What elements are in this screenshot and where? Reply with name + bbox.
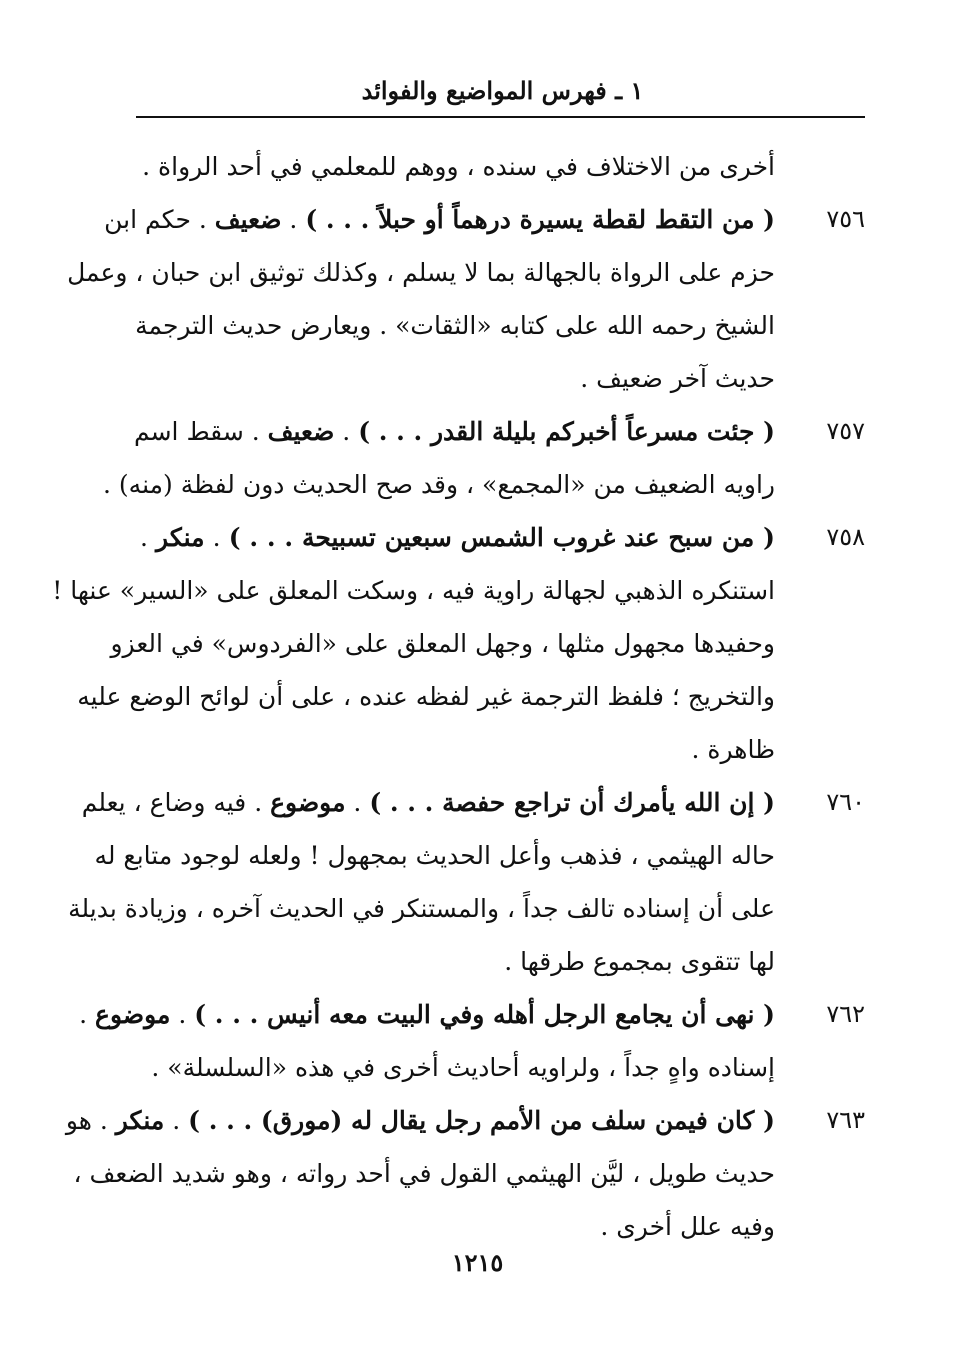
text-segment: . حكم ابن <box>104 205 215 234</box>
header-rule <box>136 116 865 118</box>
entry-line <box>133 405 865 458</box>
index-entries <box>52 140 865 1253</box>
entry-text <box>94 829 775 882</box>
text-segment: إسناده واهٍ جداً ، ولراويه أحاديث أخرى في هذه «السلسلة» . <box>151 1053 775 1082</box>
hadith-title-segment: ( من سبح عند غروب الشمس سبعين تسبيحة . . . ) <box>228 523 775 552</box>
text-segment: ظاهرة . <box>691 735 775 764</box>
text-segment: . <box>170 1000 195 1029</box>
text-segment: والتخريج ؛ فلفظ الترجمة غير لفظه عنده ، على أن لوائح الوضع عليه <box>77 682 775 711</box>
entry-line <box>140 140 865 193</box>
entry-text <box>79 988 775 1041</box>
entry-number: ٧٥٧ <box>826 417 865 445</box>
hadith-title-segment: منكر <box>156 523 205 552</box>
hadith-title-segment: ( من التقط لقطة يسيرة درهماً أو حبلاً . . . ) <box>305 205 775 234</box>
text-segment: . سقط اسم <box>133 417 268 446</box>
entry-line <box>140 1041 865 1094</box>
entry-text <box>73 1147 775 1200</box>
text-segment: حزم على الرواة بالجهالة بما لا يسلم ، وكذلك توثيق ابن حبان ، وعمل <box>67 258 775 287</box>
entry-line <box>140 723 865 776</box>
hadith-title-segment: موضوع <box>270 788 346 817</box>
entry-text <box>133 405 775 458</box>
entry-number: ٧٦٠ <box>826 788 865 816</box>
entry-text <box>67 246 775 299</box>
entry-text <box>140 1041 775 1094</box>
entry-text <box>140 352 775 405</box>
entry-number: ٧٦٣ <box>826 1106 865 1134</box>
entry-line <box>140 935 865 988</box>
entry-text <box>135 299 775 352</box>
text-segment: أخرى من الاختلاف في سنده ، ووهم للمعلمي في أحد الرواة . <box>142 152 775 181</box>
entry-line <box>52 564 865 617</box>
hadith-title-segment: ( نهى أن يجامع الرجل أهله وفي البيت معه أنيس . . . ) <box>194 1000 775 1029</box>
text-segment: على أن إسناده تالف جداً ، والمستنكر في الحديث آخره ، وزيادة بديلة <box>68 894 775 923</box>
text-segment: استنكره الذهبي لجهالة راوية فيه ، وسكت المعلق على «السير» عنها ! <box>52 576 775 605</box>
entry-line <box>68 882 865 935</box>
entry-text <box>110 617 775 670</box>
text-segment: حديث طويل ، ليَّن الهيثمي القول في أحد رواته ، وهو شديد الضعف ، <box>73 1159 775 1188</box>
text-segment: . <box>140 523 157 552</box>
entry-line <box>67 246 865 299</box>
page-number: ١٢١٥ <box>451 1248 504 1277</box>
text-segment: . <box>281 205 306 234</box>
hadith-title-segment: منكر <box>115 1106 165 1135</box>
hadith-title-segment: ( كان فيمن سلف من الأمم رجل يقال له (مورق) . . . ) <box>188 1106 775 1135</box>
entry-text <box>81 776 775 829</box>
entry-text <box>52 564 775 617</box>
entry-line <box>135 299 865 352</box>
entry-line <box>110 617 865 670</box>
entry-number: ٧٦٢ <box>826 1000 865 1028</box>
entry-text <box>104 193 775 246</box>
entry-number: ٧٥٦ <box>826 205 865 233</box>
entry-line <box>103 458 865 511</box>
entry-line <box>73 1147 865 1200</box>
text-segment: وفيه علل أخرى . <box>600 1212 775 1241</box>
text-segment: . <box>164 1106 189 1135</box>
entry-line <box>79 988 865 1041</box>
page-header: ١ ـ فهرس المواضيع والفوائد <box>361 76 644 105</box>
text-segment: وحفيدها مجهول مثلها ، وجهل المعلق على «الفردوس» في العزو <box>110 629 775 658</box>
text-segment: لها تتقوى بمجموع طرقها . <box>504 947 775 976</box>
entry-text <box>140 935 775 988</box>
entry-text <box>65 1094 775 1147</box>
entry-number: ٧٥٨ <box>826 523 865 551</box>
hadith-title-segment: ضعيف <box>214 205 282 234</box>
text-segment: راويه الضعيف من «المجمع» ، وقد صح الحديث دون لفظة (منه) . <box>103 470 775 499</box>
entry-line <box>77 670 865 723</box>
entry-line <box>94 829 865 882</box>
text-segment: . <box>334 417 359 446</box>
text-segment: الشيخ رحمه الله على كتابه «الثقات» . ويعارض حديث الترجمة <box>135 311 775 340</box>
text-segment: حاله الهيثمي ، فذهب وأعل الحديث بمجهول ! ولعله لوجود متابع له <box>94 841 775 870</box>
entry-text <box>140 511 775 564</box>
entry-text <box>140 140 775 193</box>
entry-text <box>140 723 775 776</box>
hadith-title-segment: ( إن الله يأمرك أن تراجع حفصة . . . ) <box>369 788 775 817</box>
entry-line <box>104 193 865 246</box>
hadith-title-segment: ( جئت مسرعاً أخبركم بليلة القدر . . . ) <box>358 417 775 446</box>
entry-line <box>65 1094 865 1147</box>
hadith-title-segment: ضعيف <box>267 417 335 446</box>
entry-text <box>68 882 775 935</box>
text-segment: . هو <box>65 1106 116 1135</box>
hadith-title-segment: موضوع <box>95 1000 171 1029</box>
entry-text <box>103 458 775 511</box>
entry-line <box>140 352 865 405</box>
text-segment: . <box>345 788 370 817</box>
text-segment: . <box>79 1000 96 1029</box>
entry-line <box>81 776 865 829</box>
text-segment: حديث آخر ضعيف . <box>580 364 775 393</box>
text-segment: . <box>204 523 229 552</box>
entry-line <box>140 511 865 564</box>
entry-text <box>77 670 775 723</box>
text-segment: . فيه وضاع ، يعلم <box>81 788 271 817</box>
